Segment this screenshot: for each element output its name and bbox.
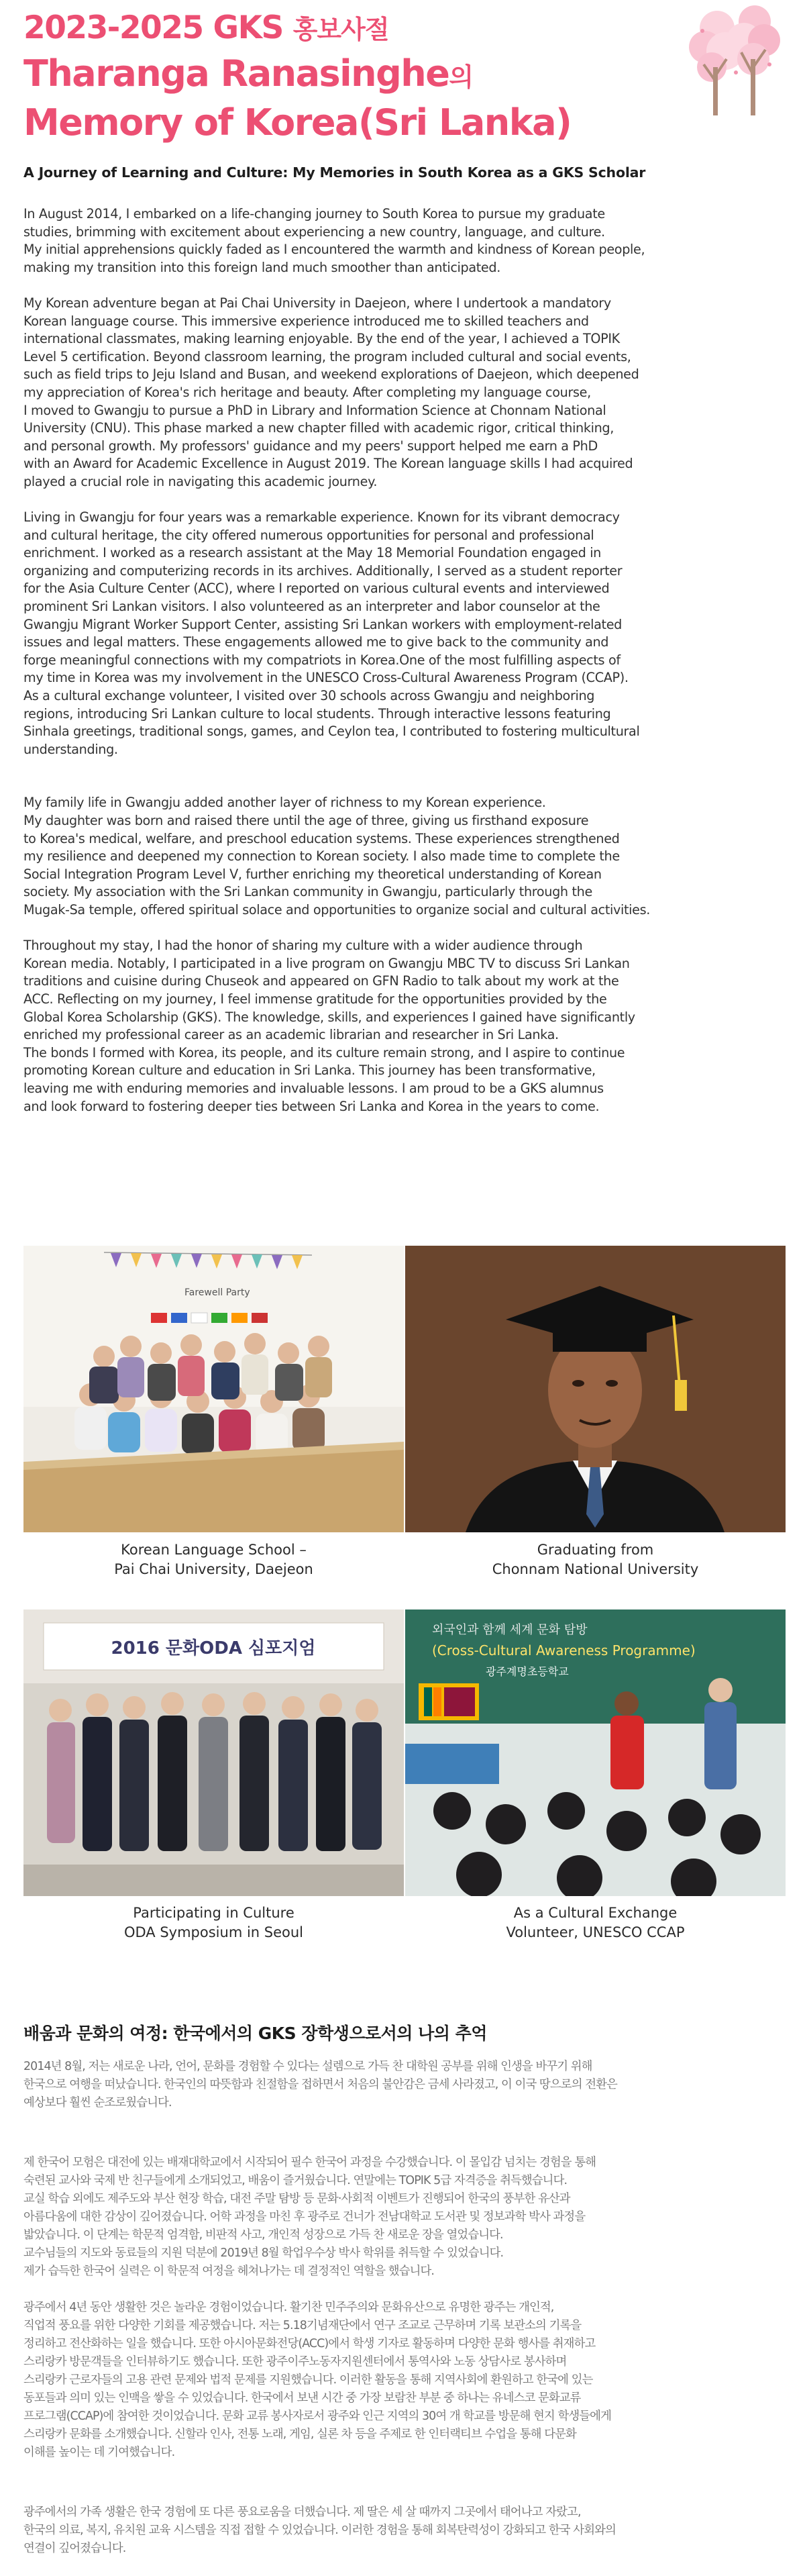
paragraph: In August 2014, I embarked on a life-changing journey to South Korea to pursue my graduate studies, brimming with excitement about experiencing a new country, language, and culture. My initial apprehensions quickly faded as I encountered the warmth and kindness of Korean people, making my transition into this foreign land much smoother than anticipated. xyxy=(23,206,645,275)
ccap-banner-line-2: (Cross-Cultural Awareness Programme) xyxy=(432,1642,696,1658)
paragraph: 제 한국어 모험은 대전에 있는 배재대학교에서 시작되어 필수 한국어 과정을 수강했습니다. 이 몰입감 넘치는 경험을 통해 숙련된 교사와 국제 반 친구들에게 소개되었고, 배움이 즐거웠습니다. 연말에는 TOPIK 5급 자격증을 취득했습니다. 교실 학습 외에도 제주도와 부산 현장 학습, 대전 주말 탐방 등 문화·사회적 이벤트가 진행되어 한국의 풍부한 유산과 아름다움에 대한 감상이 깊어졌습니다. 어학 과정을 마친 후 광주로 건너가 전남대학교 도서관 및 정보과학 박사 과정을 밟았습니다. 이 단계는 학문적 엄격함, 비판적 사고, 개인적 성장으로 가득 찬 새로운 장을 열었습니다. 교수님들의 지도와 동료들의 지원 덕분에 2019년 8월 학업우수상 박사 학위를 취득할 수 있었습니다. 제가 습득한 한국어 실력은 이 학문적 여정을 헤쳐나가는 데 결정적인 역할을 했습니다. xyxy=(23,2156,596,2278)
photo-caption: Participating in Culture ODA Symposium in Seoul xyxy=(123,1905,304,1940)
article-body-english xyxy=(23,205,788,1134)
cherry-trees-illustration xyxy=(682,0,783,134)
photo-graduation xyxy=(405,1246,786,1532)
ccap-banner-line-3: 광주계명초등학교 xyxy=(486,1665,569,1678)
farewell-sign-text: Farewell Party xyxy=(184,1287,250,1298)
photo-caption: As a Cultural Exchange Volunteer, UNESCO CCAP xyxy=(506,1905,685,1940)
photo-oda-symposium xyxy=(23,1609,404,1896)
paragraph: 광주에서의 가족 생활은 한국 경험에 또 다른 풍요로움을 더했습니다. 제 딸은 세 살 때까지 그곳에서 태어나고 자랐고, 한국의 의료, 복지, 유치원 교육 시스템을 직접 접할 수 있었습니다. 이러한 경험을 통해 회복탄력성이 강화되고 한국 사회와의 연결이 깊어졌습니다. xyxy=(23,2506,616,2555)
paragraph: 2014년 8월, 저는 새로운 나라, 언어, 문화를 경험할 수 있다는 설렘으로 가득 찬 대학원 공부를 위해 인생을 바꾸기 위해 한국으로 여행을 떠났습니다. 한국인의 따뜻함과 친절함을 접하면서 처음의 불안감은 금세 사라졌고, 이 이국 땅으로의 전환은 예상보다 훨씬 순조로웠습니다. xyxy=(23,2060,617,2110)
photo-caption: Graduating from Chonnam National University xyxy=(492,1542,699,1577)
article-subtitle: A Journey of Learning and Culture: My Memories in South Korea as a GKS Scholar xyxy=(23,164,646,181)
paragraph: Throughout my stay, I had the honor of sharing my culture with a wider audience through Korean media. Notably, I participated in a live program on Gwangju MBC TV to discuss Sri Lankan traditions and cuisine during Chuseok and appeared on GFN Radio to talk about my work at the ACC. Reflecting on my journey, I feel immense gratitude for the opportunities provided by the Global Korea Scholarship (GKS). The knowledge, skills, and experiences I gained have significantly enriched my professional career as an academic librarian and researcher in Sri Lanka. The bonds I formed with Korea, its people, and its culture remain strong, and I aspire to continue promoting Korean culture and education in Sri Lanka. This journey has been transformative, leaving me with enduring memories and invaluable lessons. I am proud to be a GKS alumnus and look forward to fostering deeper ties between Sri Lanka and Korea in the years to come. xyxy=(23,938,635,1114)
title-line-1: 2023-2025 GKS xyxy=(23,9,293,46)
page-title xyxy=(23,7,571,146)
paragraph: My Korean adventure began at Pai Chai University in Daejeon, where I undertook a mandatory Korean language course. This immersive experience introduced me to skilled teachers and international classmates, making learning enjoyable. By the end of the year, I achieved a TOPIK Level 5 certification. Beyond classroom learning, the program included cultural and social events, such as field trips to Jeju Island and Busan, and weekend explorations of Daejeon, which deepened my appreciation of Korea's rich heritage and beauty. After completing my language course, I moved to Gwangju to pursue a PhD in Library and Information Science at Chonnam National University (CNU). This phase marked a new chapter filled with academic rigor, critical thinking, and personal growth. My professors' guidance and my peers' support helped me earn a PhD with an Award for Academic Excellence in August 2019. The Korean language skills I had acquired played a crucial role in navigating this academic journey. xyxy=(23,295,639,489)
paragraph: My family life in Gwangju added another layer of richness to my Korean experience. My daughter was born and raised there until the age of three, giving us firsthand exposure to Korea's medical, welfare, and preschool education systems. These experiences strengthened my resilience and deepened my connection to Korean society. I also made time to complete the Social Integration Program Level V, further enriching my theoretical understanding of Korean society. My association with the Sri Lankan community in Gwangju, particularly through the Mugak-Sa temple, offered spiritual solace and opportunities to organize social and cultural activities. xyxy=(23,795,651,918)
paragraph: Living in Gwangju for four years was a remarkable experience. Known for its vibrant democracy and cultural heritage, the city offered numerous opportunities for personal and professional enrichment. I worked as a research assistant at the May 18 Memorial Foundation engaged in organizing and computerizing records in its archives. Additionally, I served as a student reporter for the Asia Culture Center (ACC), where I reported on various cultural events and interviewed prominent Sri Lankan visitors. I also volunteered as an interpreter and labor counselor at the Gwangju Migrant Worker Support Center, assisting Sri Lankan workers with employment-related issues and legal matters. These engagements allowed me to give back to the community and forge meaningful connections with my compatriots in Korea.One of the most fulfilling aspects of my time in Korea was my involvement in the UNESCO Cross-Cultural Awareness Program (CCAP). As a cultural exchange volunteer, I visited over 30 schools across Gwangju and neighboring regions, introducing Sri Lankan culture to local students. Through interactive lessons featuring Sinhala greetings, traditional songs, games, and Ceylon tea, I contributed to fostering multicultural understanding. xyxy=(23,509,640,757)
korean-article-title: 배움과 문화의 여정: 한국에서의 GKS 장학생으로서의 나의 추억 xyxy=(23,2024,487,2043)
title-line-2-korean: 의 xyxy=(449,62,474,92)
symposium-banner-text: 2016 문화ODA 심포지엄 xyxy=(111,1638,316,1658)
hero-header xyxy=(23,0,782,154)
page xyxy=(23,0,782,2555)
paragraph: 광주에서 4년 동안 생활한 것은 놀라운 경험이었습니다. 활기찬 민주주의와 문화유산으로 유명한 광주는 개인적, 직업적 풍요를 위한 다양한 기회를 제공했습니다. 저는 5.18기념재단에서 연구 조교로 근무하며 기록 보관소의 기록을 정리하고 전산화하는 일을 했습니다. 또한 아시아문화전당(ACC)에서 학생 기자로 활동하며 다양한 문화 행사를 취재하고 스리랑카 방문객들을 인터뷰하기도 했습니다. 또한 광주이주노동자지원센터에서 통역사와 노동 상담사로 봉사하며 스리랑카 근로자들의 고용 관련 문제와 법적 문제를 지원했습니다. 이러한 활동을 통해 지역사회에 환원하고 한국에 있는 동포들과 의미 있는 인맥을 쌓을 수 있었습니다. 한국에서 보낸 시간 중 가장 보람찬 부분 중 하나는 유네스코 문화교류 프로그램(CCAP)에 참여한 것이었습니다. 문화 교류 봉사자로서 광주와 인근 지역의 30여 개 학교를 방문해 현지 학생들에게 스리랑카 문화를 소개했습니다. 신할라 인사, 전통 노래, 게임, 실론 차 등을 주제로 한 인터랙티브 수업을 통해 다문화 이해를 높이는 데 기여했습니다. xyxy=(23,2301,611,2459)
photo-language-school xyxy=(23,1246,404,1532)
article-body-korean xyxy=(23,2058,788,2576)
title-line-1-korean: 홍보사절 xyxy=(292,15,389,44)
ccap-banner-line-1: 외국인과 함께 세계 문화 탐방 xyxy=(432,1623,588,1637)
photo-unesco-ccap xyxy=(405,1609,786,1896)
title-line-3: Memory of Korea(Sri Lanka) xyxy=(23,101,572,144)
photo-caption: Korean Language School – Pai Chai University, Daejeon xyxy=(114,1542,313,1577)
title-line-2: Tharanga Ranasinghe xyxy=(23,52,449,95)
